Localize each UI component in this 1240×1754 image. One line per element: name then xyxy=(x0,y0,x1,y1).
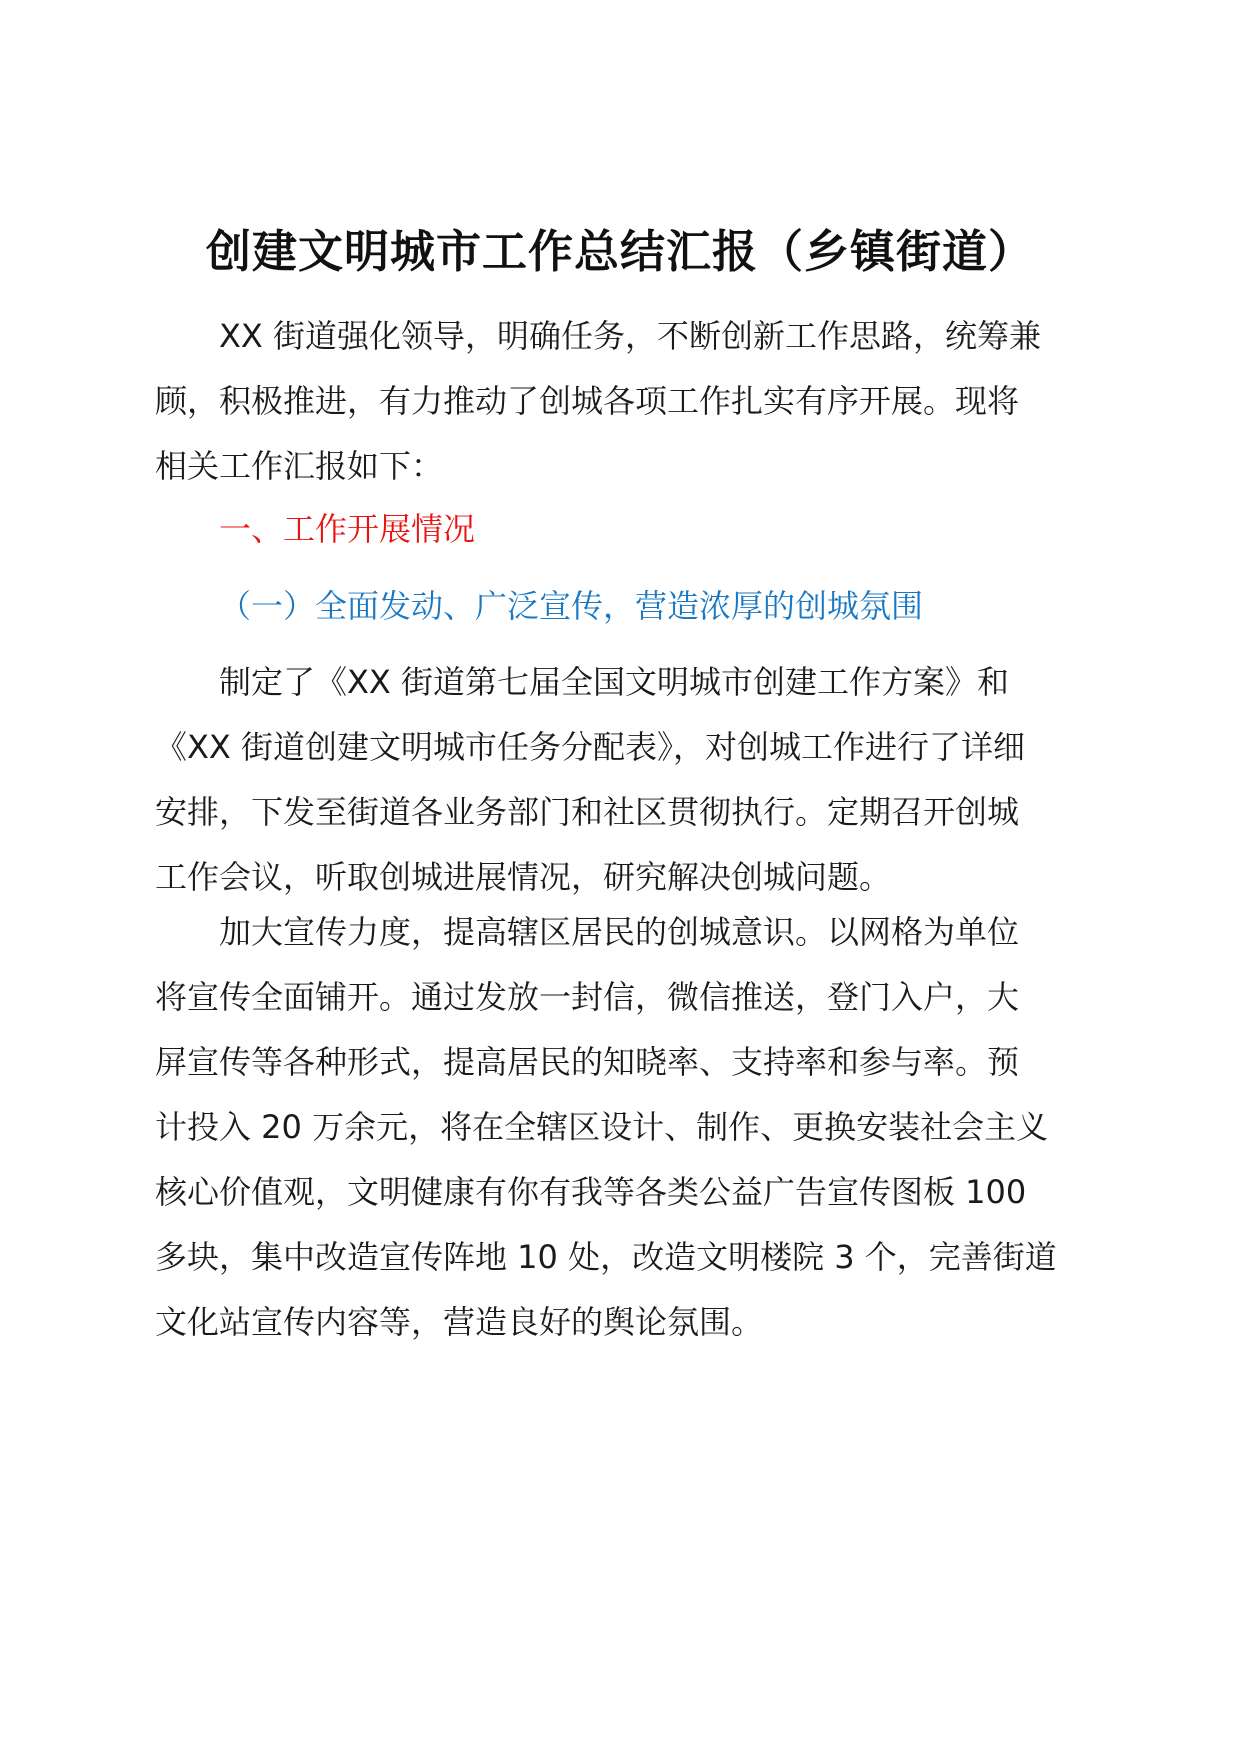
intro-paragraph xyxy=(155,304,1095,499)
paragraph-line: 工作会议，听取创城进展情况，研究解决创城问题。 xyxy=(155,858,892,896)
intro-line: 顾，积极推进，有力推动了创城各项工作扎实有序开展。现将 xyxy=(155,382,1020,420)
intro-line: 相关工作汇报如下： xyxy=(155,447,444,485)
body-paragraph-2 xyxy=(155,900,1095,1355)
document-title: 创建文明城市工作总结汇报（乡镇街道） xyxy=(205,225,1034,278)
paragraph-line: 《XX 街道创建文明城市任务分配表》，对创城工作进行了详细 xyxy=(155,728,1026,766)
subsection-heading xyxy=(155,574,1095,639)
paragraph-line: 制定了《XX 街道第七届全国文明城市创建工作方案》和 xyxy=(219,663,1010,701)
subsection-heading-text: （一）全面发动、广泛宣传，营造浓厚的创城氛围 xyxy=(219,587,924,625)
paragraph-line: 多块，集中改造宣传阵地 10 处，改造文明楼院 3 个，完善街道 xyxy=(155,1238,1057,1276)
intro-line: XX 街道强化领导，明确任务，不断创新工作思路，统筹兼 xyxy=(219,317,1042,355)
paragraph-line: 屏宣传等各种形式，提高居民的知晓率、支持率和参与率。预 xyxy=(155,1043,1020,1081)
section-heading xyxy=(155,497,1095,562)
body-paragraph-1 xyxy=(155,650,1095,910)
paragraph-line: 安排，下发至街道各业务部门和社区贯彻执行。定期召开创城 xyxy=(155,793,1020,831)
paragraph-line: 核心价值观，文明健康有你有我等各类公益广告宣传图板 100 xyxy=(155,1173,1027,1211)
section-heading-text: 一、工作开展情况 xyxy=(219,510,476,548)
paragraph-line: 文化站宣传内容等，营造良好的舆论氛围。 xyxy=(155,1303,764,1341)
paragraph-line: 将宣传全面铺开。通过发放一封信，微信推送，登门入户，大 xyxy=(155,978,1020,1016)
paragraph-line: 计投入 20 万余元，将在全辖区设计、制作、更换安装社会主义 xyxy=(155,1108,1049,1146)
paragraph-line: 加大宣传力度，提高辖区居民的创城意识。以网格为单位 xyxy=(219,913,1020,951)
